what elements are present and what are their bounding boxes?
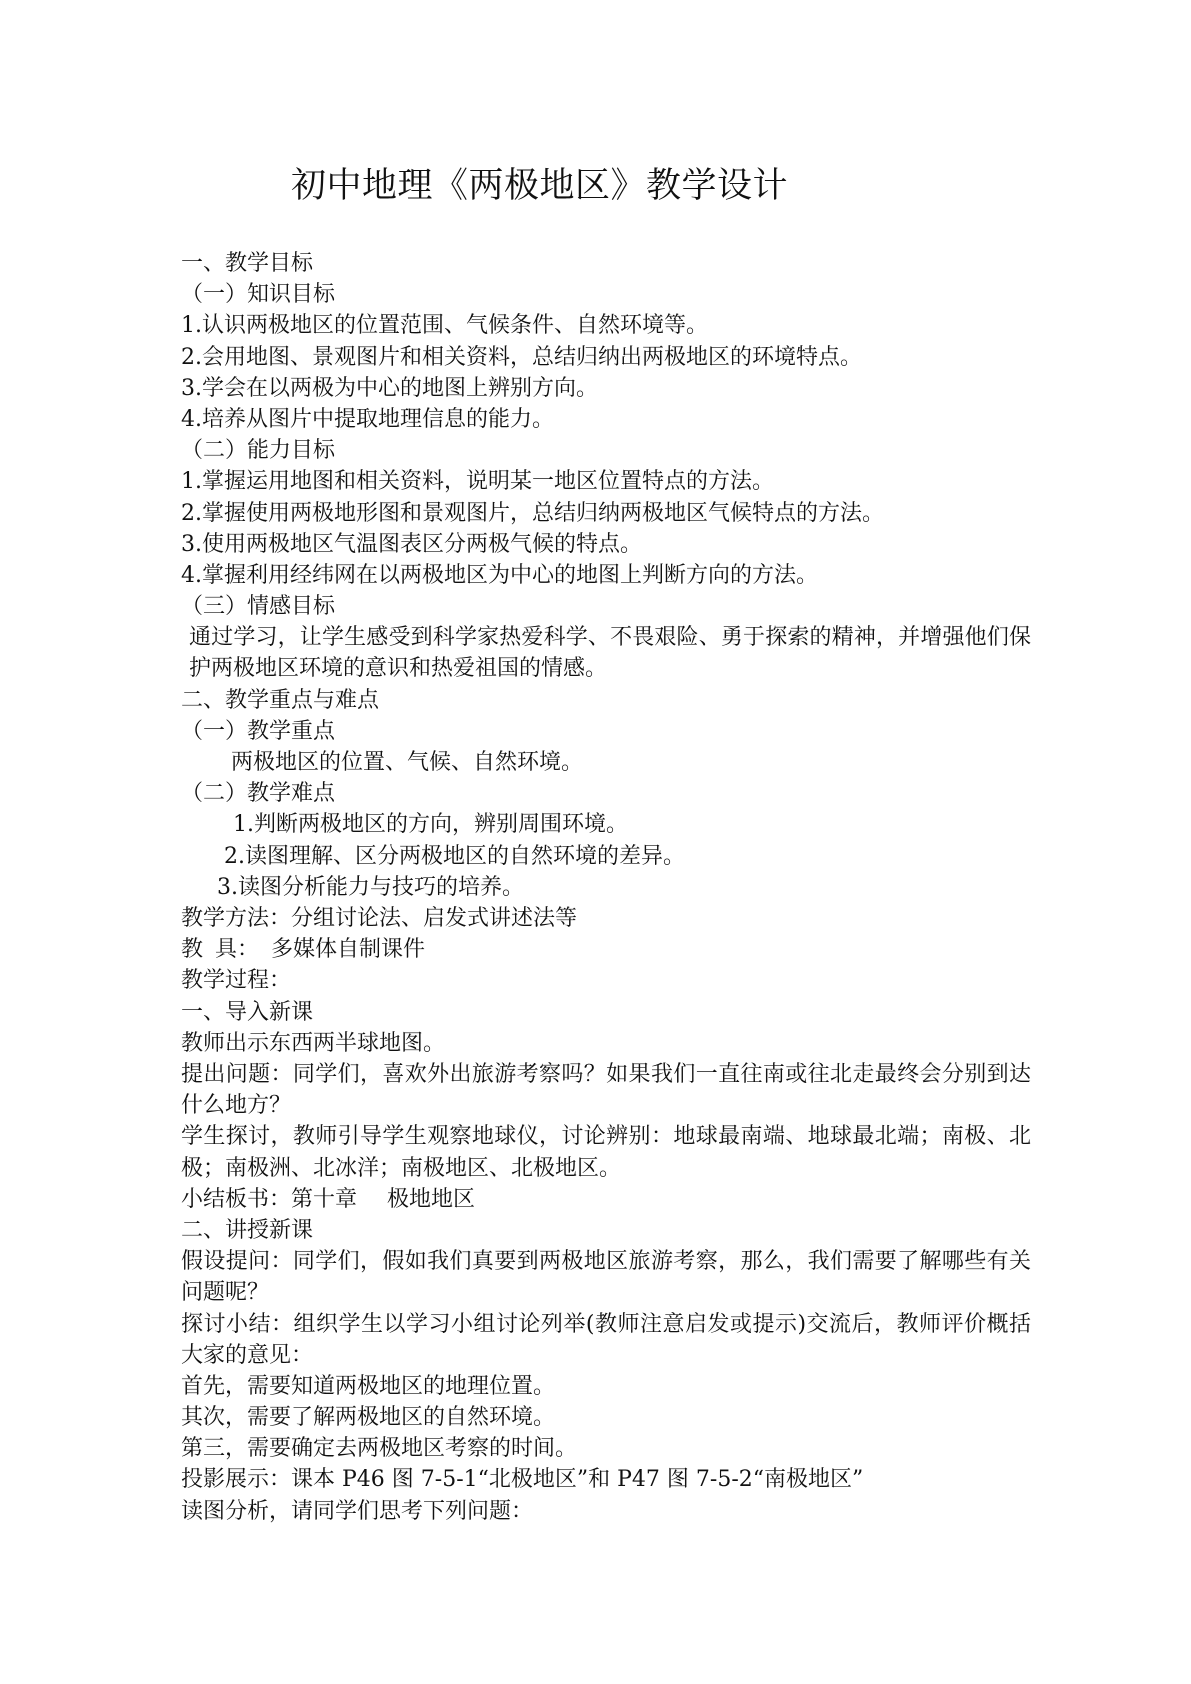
subsection-heading: （二）能力目标 [181,438,336,464]
paragraph: 1.掌握运用地图和相关资料，说明某一地区位置特点的方法。 [181,469,774,495]
paragraph [181,1184,1031,1215]
text-fragment: 极地地区 [387,1186,476,1212]
paragraph: 1.判断两极地区的方向，辨别周围环境。 [233,812,628,838]
paragraph: 第三，需要确定去两极地区考察的时间。 [181,1436,578,1462]
paragraph: 2.会用地图、景观图片和相关资料，总结归纳出两极地区的环境特点。 [181,344,862,370]
section-heading: 一、教学目标 [181,251,314,276]
text-fragment: 小结板书：第十章 [181,1186,358,1212]
paragraph: 2.掌握使用两极地形图和景观图片，总结归纳两极地区气候特点的方法。 [181,500,884,526]
paragraph: 4.培养从图片中提取地理信息的能力。 [181,406,554,432]
paragraph: 教学过程： [181,968,292,994]
subsection-heading: （一）知识目标 [181,282,336,308]
section-heading: 一、导入新课 [181,999,314,1025]
paragraph: 教师出示东西两半球地图。 [181,1030,446,1056]
subsection-heading: （一）教学重点 [181,718,336,744]
subsection-heading: （三）情感目标 [181,594,336,620]
paragraph: 两极地区的位置、气候、自然环境。 [231,750,584,776]
paragraph: 3.使用两极地区气温图表区分两极气候的特点。 [181,531,642,557]
paragraph: 探讨小结：组织学生以学习小组讨论列举(教师注意启发或提示)交流后，教师评价概括大家的意见： [181,1311,1031,1368]
document-body [181,248,1031,1527]
paragraph [181,934,1031,965]
paragraph: 学生探讨，教师引导学生观察地球仪，讨论辨别：地球最南端、地球最北端；南极、北极；南极洲、北冰洋；南极地区、北极地区。 [181,1124,1031,1181]
paragraph: 提出问题：同学们，喜欢外出旅游考察吗？如果我们一直往南或往北走最终会分别到达什么地方？ [181,1061,1031,1119]
paragraph: 其次，需要了解两极地区的自然环境。 [181,1405,556,1431]
section-heading: 二、讲授新课 [181,1217,314,1243]
paragraph: 教学方法：分组讨论法、启发式讲述法等 [181,905,578,931]
paragraph: 假设提问：同学们，假如我们真要到两极地区旅游考察，那么，我们需要了解哪些有关问题呢？ [181,1249,1031,1306]
paragraph: 3.学会在以两极为中心的地图上辨别方向。 [181,375,598,401]
paragraph: 3.读图分析能力与技巧的培养。 [217,874,524,900]
paragraph: 2.读图理解、区分两极地区的自然环境的差异。 [224,843,685,869]
paragraph: 1.认识两极地区的位置范围、气候条件、自然环境等。 [181,313,708,339]
text-fragment: 多媒体自制课件 [271,937,426,963]
paragraph: 读图分析，请同学们思考下列问题： [181,1498,534,1524]
paragraph: 4.掌握利用经纬网在以两极地区为中心的地图上判断方向的方法。 [181,562,818,588]
paragraph: 首先，需要知道两极地区的地理位置。 [181,1373,556,1399]
text-fragment: 具： [215,937,260,963]
document-title: 初中地理《两极地区》教学设计 [291,166,789,206]
paragraph: 通过学习，让学生感受到科学家热爱科学、不畏艰险、勇于探索的精神，并增强他们保护两极地区环境的意识和热爱祖国的情感。 [189,625,1031,682]
section-heading: 二、教学重点与难点 [181,687,380,713]
paragraph: 投影展示：课本 P46 图 7-5-1“北极地区”和 P47 图 7-5-2“南极地区” [181,1467,864,1493]
subsection-heading: （二）教学难点 [181,781,336,807]
text-fragment: 教 [181,937,204,963]
